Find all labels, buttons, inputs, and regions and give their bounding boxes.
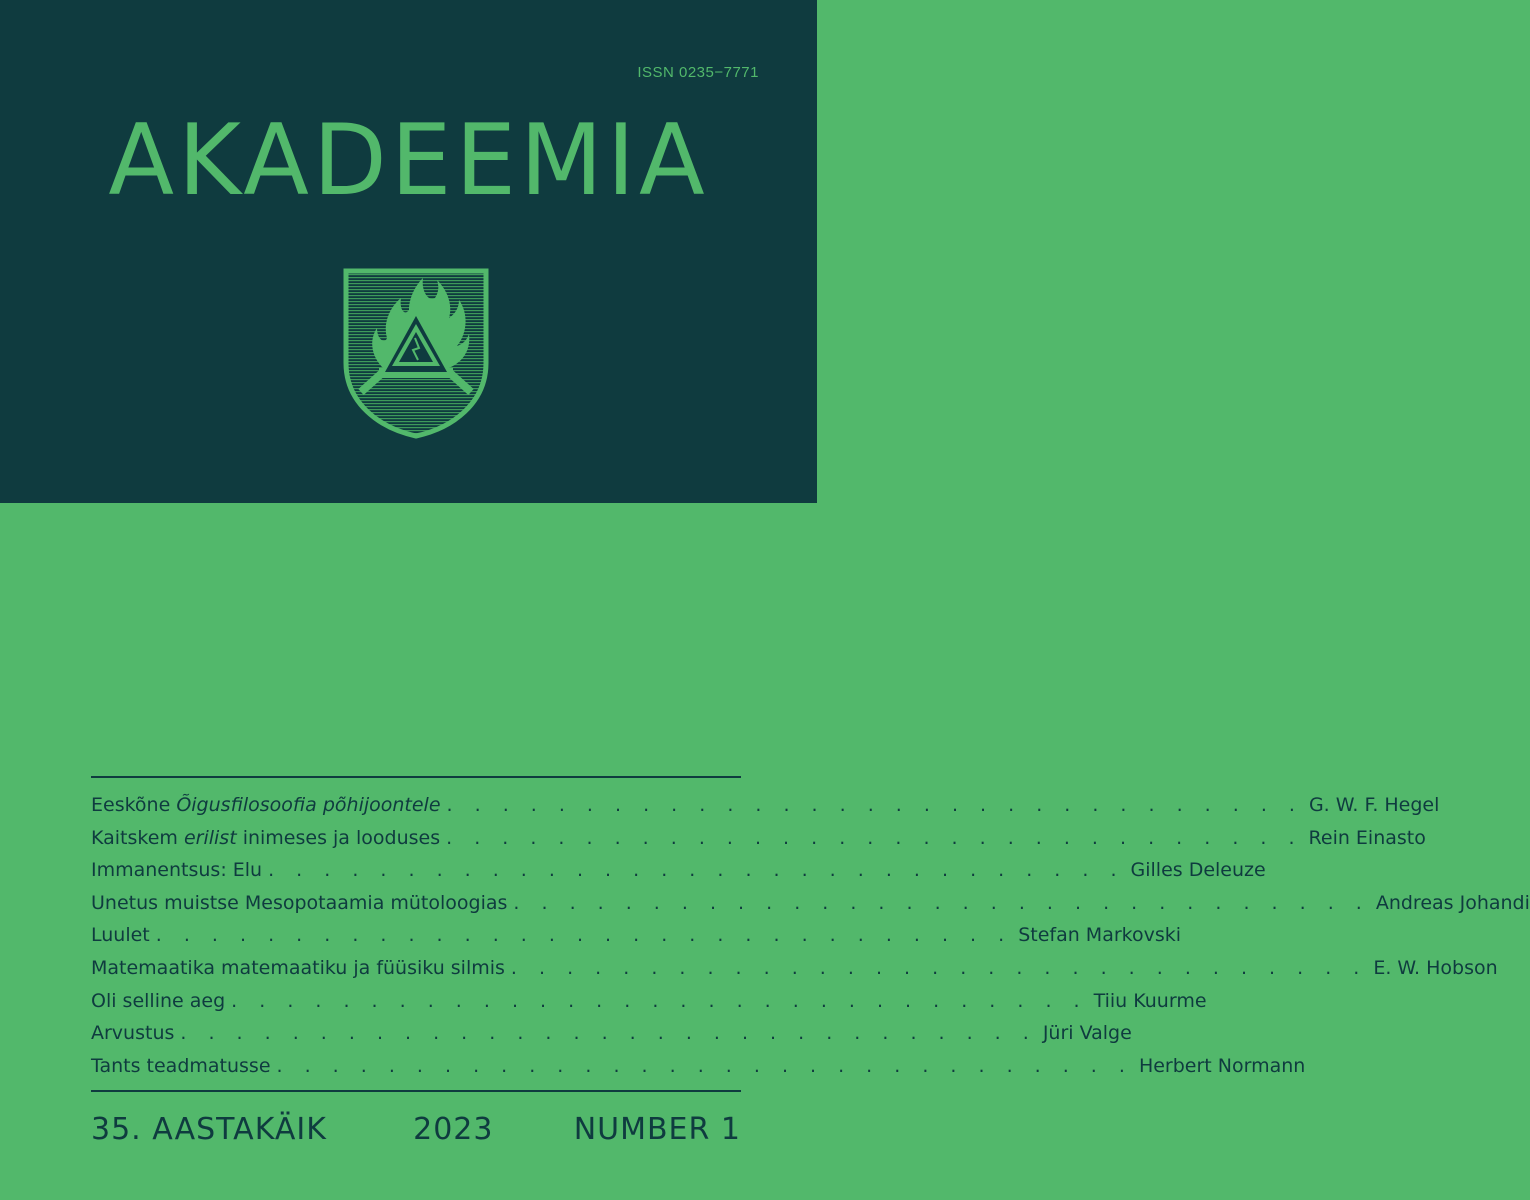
article-title: Luulet <box>91 924 150 947</box>
leader-dots: . . . . . . . . . . . . . . . . . . . . . . . . . . . . . . . <box>231 989 1088 1012</box>
leader-dots: . . . . . . . . . . . . . . . . . . . . . . . . . . . . . . . <box>513 891 1370 914</box>
article-title: Kaitskem erilist inimeses ja looduses <box>91 826 441 849</box>
flame-triangle-shield-icon <box>343 268 489 438</box>
list-item <box>91 956 1498 990</box>
issue-footer <box>91 1112 741 1147</box>
article-author: E. W. Hobson <box>1373 956 1498 979</box>
article-author: Tiiu Kuurme <box>1093 989 1207 1012</box>
list-item <box>91 826 1426 860</box>
year-label: 2023 <box>413 1112 494 1147</box>
article-author: Andreas Johandi <box>1375 891 1530 914</box>
divider-bottom <box>91 1090 741 1092</box>
leader-dots: . . . . . . . . . . . . . . . . . . . . . . . . . . . . . . . <box>446 826 1303 849</box>
article-title: Matemaatika matemaatiku ja füüsiku silmis <box>91 956 505 979</box>
article-title: Arvustus <box>91 1022 175 1045</box>
leader-dots: . . . . . . . . . . . . . . . . . . . . . . . . . . . . . . . <box>276 1054 1133 1077</box>
leader-dots: . . . . . . . . . . . . . . . . . . . . . . . . . . . . . . . <box>155 924 1013 947</box>
leader-dots: . . . . . . . . . . . . . . . . . . . . . . . . . . . . . . . <box>446 794 1303 816</box>
article-title: Unetus muistse Mesopotaamia mütoloogias <box>91 891 508 914</box>
list-item <box>91 989 1207 1023</box>
list-item <box>91 891 1530 925</box>
leader-dots: . . . . . . . . . . . . . . . . . . . . . . . . . . . . . . . <box>180 1022 1037 1045</box>
article-author: Gilles Deleuze <box>1130 859 1266 882</box>
list-item <box>91 859 1266 892</box>
list-item <box>91 794 1440 827</box>
article-author: G. W. F. Hegel <box>1308 794 1440 816</box>
article-author: Rein Einasto <box>1308 826 1426 849</box>
list-item <box>91 1054 1306 1088</box>
leader-dots: . . . . . . . . . . . . . . . . . . . . . . . . . . . . . . . <box>268 859 1125 882</box>
article-title: Eeskõne Õigusfilosoofia põhijoontele <box>91 794 441 816</box>
journal-title: AKADEEMIA <box>108 104 709 218</box>
list-item <box>91 1022 1132 1055</box>
article-title: Tants teadmatusse <box>91 1054 271 1077</box>
article-author: Stefan Markovski <box>1018 924 1182 947</box>
list-item <box>91 924 1182 957</box>
article-author: Jüri Valge <box>1042 1022 1132 1045</box>
divider-top <box>91 776 741 778</box>
article-author: Herbert Normann <box>1138 1054 1306 1077</box>
volume-label: 35. AASTAKÄIK <box>91 1112 327 1147</box>
issue-number-label: NUMBER 1 <box>573 1112 741 1147</box>
table-of-contents <box>91 794 1530 1087</box>
article-title: Oli selline aeg <box>91 989 226 1012</box>
issn-label: ISSN 0235−7771 <box>637 64 759 81</box>
cover-top-panel <box>0 0 817 503</box>
leader-dots: . . . . . . . . . . . . . . . . . . . . . . . . . . . . . . . <box>510 956 1368 979</box>
article-title: Immanentsus: Elu <box>91 859 263 882</box>
